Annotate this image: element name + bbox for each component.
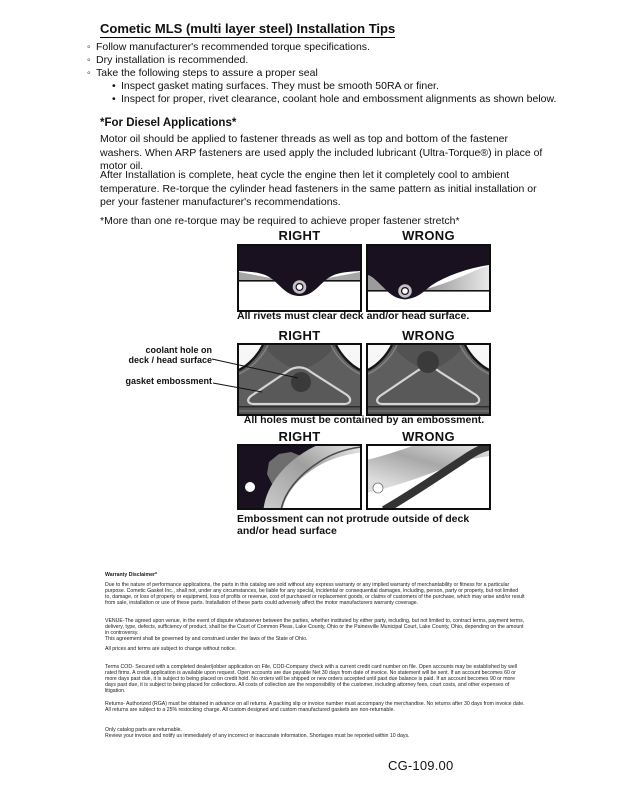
rivets-wrong-diagram	[366, 244, 491, 312]
wrong-label: WRONG	[402, 228, 455, 243]
rivets-caption: All rivets must clear deck and/or head surface.	[237, 310, 470, 322]
wrong-label: WRONG	[402, 328, 455, 343]
diesel-paragraph-2: After Installation is complete, heat cycle the engine then let it completely cool to ambient temperature. Re-torque the cylinder head fasteners in the same pattern as initial installation or per your fastener manufacturer's recommendations.	[100, 169, 537, 208]
list-item	[87, 54, 567, 67]
catalog-returns-lines: Only catalog parts are returnable. Review your invoice and notify us immediately of any incorrect or inaccurate information. Shortages must be reported within 10 days.	[105, 727, 410, 739]
holes-caption: All holes must be contained by an embossment.	[243, 414, 485, 426]
bullet-text: Take the following steps to assure a proper seal	[96, 67, 318, 79]
bullet-marker: •	[112, 93, 116, 105]
right-label: RIGHT	[278, 228, 321, 243]
bullet-text: Dry installation is recommended.	[96, 54, 249, 66]
coolant-hole-callout: coolant hole on deck / head surface	[128, 345, 212, 365]
installation-tips-list	[87, 41, 567, 106]
right-label: RIGHT	[278, 328, 321, 343]
right-label: RIGHT	[278, 429, 321, 444]
warranty-disclaimer-heading: Warranty Disclaimer*	[105, 572, 157, 578]
holes-right-diagram	[237, 343, 362, 416]
list-item	[87, 41, 567, 54]
protrude-wrong-diagram	[366, 444, 491, 510]
list-item	[87, 67, 567, 80]
bullet-marker: ◦	[87, 54, 91, 66]
bullet-marker: ◦	[87, 67, 91, 79]
bullet-marker: ◦	[87, 41, 91, 53]
venue-paragraph: VENUE-The agreed upon venue, in the event of dispute whatsoever between the parties, whether instituted by either party, including, but not limited to, contract terms, payment terms, delivery, type, defects, sufficiency of product, shall be the Court of Common Pleas, Lake County, Ohio or the Painesville Municipal Court, Lake County, Ohio, depending on the amount in controversy. This agreement shall be governed by and construed under the laws of the State of Ohio.	[105, 618, 525, 642]
warranty-paragraph: Due to the nature of performance applications, the parts in this catalog are sold without any express warranty or any implied warranty of merchantability or fitness for a particular purpose. Cometic Gasket Inc., shall not, under any circumstances, be liable for any special, incidental or consequential damages, including, person, party or property, but not limited to, damage, or loss of property or equipment, loss of profits or revenue, cost of purchased or replacement goods, or claims of customers of the purchase, which may arise and/or result from sale, installation or use of these parts. Installation of these parts could adversely affect the motor manufacturers warranty coverage.	[105, 582, 525, 606]
terms-paragraph: Terms COD- Secured with a completed dealer/jobber application on File, COD-Company check with a current credit card number on file. Open accounts may be established by well rated firms. A credit application is available upon request. Open accounts are due payable Net 30 days from date of invoice. No statement will be sent. If an account becomes 60 or more days past due, it is subject to being placed on credit hold. No orders will be shipped or new orders accepted until past due balance is paid. If an account becomes 90 or more days past due, it is subject to being placed for collections. All costs of collection are the responsibility of the customer, including attorney fees, court costs, and other expenses of litigation.	[105, 664, 518, 694]
bullet-marker: •	[112, 80, 116, 92]
bullet-text: Inspect for proper, rivet clearance, coolant hole and embossment alignments as shown below.	[121, 93, 557, 105]
returns-paragraph: Returns- Authorized (RGA) must be obtained in advance on all returns. A packing slip or invoice number must accompany the merchandise. No returns after 30 days from invoice date. All returns are subject to a 25% restocking charge. All custom designed and custom manufactured gaskets are non-returnable.	[105, 701, 525, 713]
diesel-paragraph-1: Motor oil should be applied to fastener threads as well as top and bottom of the fastener washers. When ARP fasteners are used apply the included lubricant (Ultra-Torque®) in place of motor oil.	[100, 133, 543, 172]
rivets-right-diagram	[237, 244, 362, 312]
wrong-label: WRONG	[402, 429, 455, 444]
diesel-heading: *For Diesel Applications*	[100, 117, 237, 129]
list-item	[87, 93, 567, 106]
page-number: CG-109.00	[388, 758, 454, 773]
protrude-caption: Embossment can not protrude outside of deck and/or head surface	[237, 513, 470, 537]
bullet-text: Follow manufacturer's recommended torque specifications.	[96, 41, 370, 53]
bullet-text: Inspect gasket mating surfaces. They must be smooth 50RA or finer.	[121, 80, 439, 92]
protrude-right-diagram	[237, 444, 362, 510]
prices-line: All prices and terms are subject to change without notice.	[105, 646, 237, 652]
holes-wrong-diagram	[366, 343, 491, 416]
list-item	[87, 80, 567, 93]
retorque-note: *More than one re-torque may be required to achieve proper fastener stretch*	[100, 215, 460, 227]
page-title: Cometic MLS (multi layer steel) Installation Tips	[100, 21, 396, 36]
gasket-embossment-callout: gasket embossment	[125, 376, 212, 386]
